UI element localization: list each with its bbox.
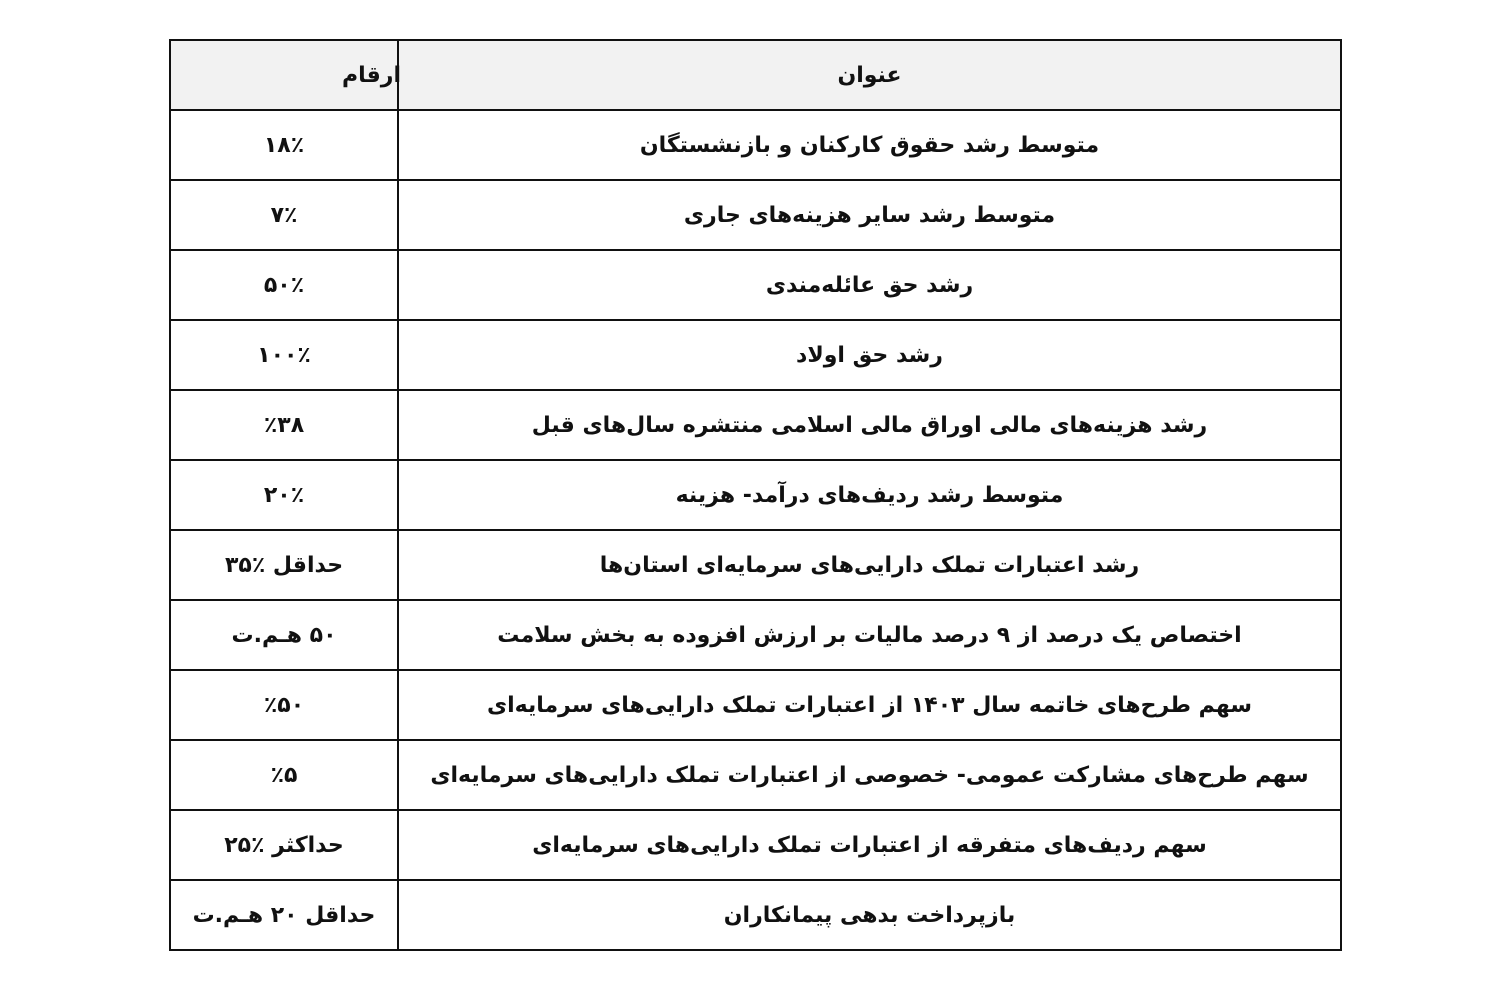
header-value [170, 40, 401, 110]
row-title-text: رشد اعتبارات تملک دارایی‌های سرمایه‌ای استان‌ها [599, 552, 1140, 578]
table-row [170, 250, 1341, 320]
table-row [170, 880, 1341, 950]
row-title [398, 670, 1341, 740]
table-row [170, 110, 1341, 180]
row-title [398, 880, 1341, 950]
row-value-text: ۲۰٪ [263, 482, 305, 508]
row-value [170, 810, 398, 880]
row-title-text: رشد حق عائله‌مندی [765, 272, 974, 298]
table-row [170, 600, 1341, 670]
row-title [398, 530, 1341, 600]
row-title-text: سهم طرح‌های مشارکت عمومی- خصوصی از اعتبارات تملک دارایی‌های سرمایه‌ای [430, 762, 1309, 788]
table-row [170, 390, 1341, 460]
row-title [398, 110, 1341, 180]
row-title [398, 320, 1341, 390]
row-title-text: رشد حق اولاد [796, 342, 943, 368]
table-body [170, 110, 1341, 950]
row-value-text: ۷٪ [270, 202, 298, 228]
row-value-text: ۱۰۰٪ [257, 342, 311, 368]
row-value [170, 320, 398, 390]
table-row [170, 180, 1341, 250]
header-value-text: ارقام [342, 62, 401, 88]
row-value-text: حداقل ٪۳۵ [224, 552, 344, 578]
row-value-text: ۵۰ هـم.ت [231, 622, 337, 648]
row-value-text: ۵۰٪ [263, 272, 305, 298]
table-row [170, 670, 1341, 740]
row-title-text: متوسط رشد ردیف‌های درآمد- هزینه [675, 482, 1064, 508]
row-value [170, 530, 398, 600]
table-row [170, 320, 1341, 390]
table-row [170, 530, 1341, 600]
row-value [170, 600, 398, 670]
table-row [170, 810, 1341, 880]
table-header-row [170, 40, 1341, 110]
row-title [398, 600, 1341, 670]
row-value-text: ٪۳۸ [263, 412, 305, 438]
table-row [170, 460, 1341, 530]
budget-figures-table [169, 39, 1342, 951]
row-value-text: ٪۵۰ [263, 692, 305, 718]
row-title [398, 740, 1341, 810]
row-value [170, 110, 398, 180]
row-title-text: سهم ردیف‌های متفرقه از اعتبارات تملک دارایی‌های سرمایه‌ای [532, 832, 1207, 858]
row-value [170, 180, 398, 250]
row-title-text: سهم طرح‌های خاتمه سال ۱۴۰۳ از اعتبارات تملک دارایی‌های سرمایه‌ای [486, 692, 1253, 718]
row-value-text: حداکثر ٪۲۵ [224, 832, 344, 858]
row-title-text: متوسط رشد حقوق کارکنان و بازنشستگان [639, 132, 1100, 158]
row-value [170, 670, 398, 740]
row-value [170, 880, 398, 950]
header-title [398, 40, 1341, 110]
row-value-text: ۱۸٪ [263, 132, 305, 158]
row-value [170, 740, 398, 810]
row-title [398, 810, 1341, 880]
row-value [170, 250, 398, 320]
row-title-text: متوسط رشد سایر هزینه‌های جاری [683, 202, 1056, 228]
row-title [398, 250, 1341, 320]
row-title [398, 390, 1341, 460]
row-title-text: رشد هزینه‌های مالی اوراق مالی اسلامی منتشره سال‌های قبل [531, 412, 1208, 438]
row-title-text: بازپرداخت بدهی پیمانکاران [723, 902, 1016, 928]
row-value [170, 390, 398, 460]
row-title [398, 180, 1341, 250]
row-value-text: حداقل ۲۰ هـم.ت [192, 902, 376, 928]
table-row [170, 740, 1341, 810]
row-title [398, 460, 1341, 530]
row-title-text: اختصاص یک درصد از ۹ درصد مالیات بر ارزش افزوده به بخش سلامت [497, 622, 1242, 648]
header-title-text: عنوان [837, 62, 902, 88]
row-value [170, 460, 398, 530]
row-value-text: ٪۵ [270, 762, 298, 788]
